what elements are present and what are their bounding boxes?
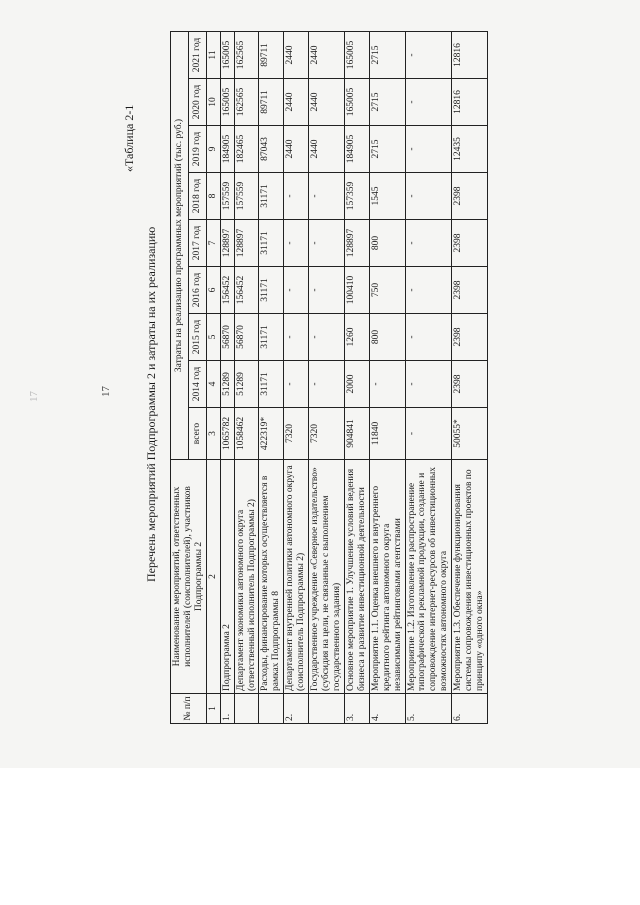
row-value: - — [284, 173, 309, 220]
row-value: 51289 — [220, 361, 234, 408]
row-name: Мероприятие 1.1. Оценка внешнего и внутреннего кредитного рейтинга автономного округа независимыми рейтинговыми агентствами — [369, 460, 405, 694]
row-value: 2440 — [309, 126, 345, 173]
table-label: «Таблица 2-1 — [122, 104, 136, 172]
row-value: 31171 — [259, 173, 284, 220]
row-value: 1260 — [344, 314, 369, 361]
row-value: 182465 — [234, 126, 259, 173]
row-value: 157559 — [220, 173, 234, 220]
row-value: 56870 — [220, 314, 234, 361]
row-value: - — [309, 267, 345, 314]
row-value: 89711 — [259, 32, 284, 79]
row-value: 51289 — [234, 361, 259, 408]
row-value: 100410 — [344, 267, 369, 314]
header-name: Наименование мероприятий, ответственных исполнителей (соисполнителей), участников Подпрограммы 2 — [171, 460, 207, 694]
index-cell: 3 — [206, 408, 220, 460]
row-value: 2398 — [452, 220, 488, 267]
row-value: 31171 — [259, 314, 284, 361]
header-row-1 — [171, 32, 189, 724]
row-value: 2398 — [452, 314, 488, 361]
header-year: 2014 год — [188, 361, 206, 408]
row-number: 4. — [369, 694, 405, 724]
row-value: 800 — [369, 314, 405, 361]
row-value: - — [284, 267, 309, 314]
index-cell: 9 — [206, 126, 220, 173]
row-value: 31171 — [259, 361, 284, 408]
row-value: - — [405, 314, 452, 361]
row-value: - — [284, 361, 309, 408]
row-value: 750 — [369, 267, 405, 314]
faint-page-number: 17 — [28, 391, 40, 402]
row-number: 5. — [405, 694, 452, 724]
row-value: 156452 — [234, 267, 259, 314]
row-name: Расходы, финансирование которых осуществляется в рамках Подпрограммы 8 — [259, 460, 284, 694]
row-value: 2440 — [284, 79, 309, 126]
row-value: - — [405, 32, 452, 79]
row-name: Государственное учреждение «Северное издательство» (субсидия на цели, не связанные с выполнением государственного задания) — [309, 460, 345, 694]
row-value: 2398 — [452, 173, 488, 220]
row-value: 2440 — [309, 79, 345, 126]
row-value: 800 — [369, 220, 405, 267]
rotated-content — [28, 32, 620, 732]
row-value: 128897 — [220, 220, 234, 267]
header-year: 2019 год — [188, 126, 206, 173]
row-value: - — [309, 314, 345, 361]
row-value: - — [405, 408, 452, 460]
table-row — [234, 32, 259, 724]
index-cell: 11 — [206, 32, 220, 79]
row-value: 12816 — [452, 79, 488, 126]
table-row — [344, 32, 369, 724]
row-value: 156452 — [220, 267, 234, 314]
row-value: - — [405, 173, 452, 220]
row-value: 2000 — [344, 361, 369, 408]
row-value: 2440 — [284, 32, 309, 79]
row-value: 31171 — [259, 220, 284, 267]
page-number: 17 — [100, 386, 112, 397]
row-value: 422319* — [259, 408, 284, 460]
row-name: Основное мероприятие 1. Улучшение условий ведения бизнеса и развитие инвестиционной деятельности — [344, 460, 369, 694]
row-value: - — [369, 361, 405, 408]
row-number: 3. — [344, 694, 369, 724]
row-value: 1545 — [369, 173, 405, 220]
header-year: 2016 год — [188, 267, 206, 314]
row-number: 6. — [452, 694, 488, 724]
row-value: 7320 — [309, 408, 345, 460]
row-value: 165005 — [220, 79, 234, 126]
row-value: 128897 — [344, 220, 369, 267]
row-value: 184905 — [220, 126, 234, 173]
table-row — [220, 32, 234, 724]
costs-table — [170, 31, 488, 724]
row-number: 1. — [220, 694, 234, 724]
index-cell: 2 — [206, 460, 220, 694]
table-row — [284, 32, 309, 724]
row-value: - — [309, 361, 345, 408]
row-value: 157359 — [344, 173, 369, 220]
index-cell: 1 — [206, 694, 220, 724]
row-value: - — [405, 79, 452, 126]
row-value: 162565 — [234, 79, 259, 126]
row-name: Мероприятие 1.3. Обеспечение функционирования системы сопровождения инвестиционных проектов по принципу «одного окна» — [452, 460, 488, 694]
row-name: Мероприятие 1.2. Изготовление и распространение типографической и рекламной продукции, создание и сопровождение интернет-ресурсов об инвестиционных возможностях автономного округа — [405, 460, 452, 694]
row-name: Департамент внутренней политики автономного округа (соисполнитель Подпрограммы 2) — [284, 460, 309, 694]
row-value: 31171 — [259, 267, 284, 314]
row-value: 56870 — [234, 314, 259, 361]
table-row — [309, 32, 345, 724]
row-number — [309, 694, 345, 724]
index-cell: 8 — [206, 173, 220, 220]
row-value: 2440 — [284, 126, 309, 173]
row-value: - — [309, 173, 345, 220]
header-costs: Затраты на реализацию программных мероприятий (тыс. руб.) — [171, 32, 189, 460]
table-row — [259, 32, 284, 724]
row-value: 12816 — [452, 32, 488, 79]
row-value: 7320 — [284, 408, 309, 460]
row-value: 157559 — [234, 173, 259, 220]
row-value: - — [309, 220, 345, 267]
row-value: 50055* — [452, 408, 488, 460]
row-value: 2398 — [452, 361, 488, 408]
row-value: 2398 — [452, 267, 488, 314]
row-value: 11840 — [369, 408, 405, 460]
row-name: Департамент экономики автономного округа (ответственный исполнитель Подпрограммы 2) — [234, 460, 259, 694]
row-value: - — [405, 361, 452, 408]
row-value: - — [405, 220, 452, 267]
row-value: 128897 — [234, 220, 259, 267]
index-cell: 5 — [206, 314, 220, 361]
row-value: 87043 — [259, 126, 284, 173]
table-body — [220, 32, 487, 724]
table-row — [452, 32, 488, 724]
row-value: 904841 — [344, 408, 369, 460]
table-row — [369, 32, 405, 724]
row-value: 2715 — [369, 79, 405, 126]
row-value: - — [284, 314, 309, 361]
index-cell: 10 — [206, 79, 220, 126]
table-row — [405, 32, 452, 724]
row-value: 165005 — [344, 79, 369, 126]
header-year: 2018 год — [188, 173, 206, 220]
row-value: 2715 — [369, 126, 405, 173]
header-year: 2021 год — [188, 32, 206, 79]
row-value: 184905 — [344, 126, 369, 173]
row-value: 2440 — [309, 32, 345, 79]
row-value: 1058462 — [234, 408, 259, 460]
row-value: - — [284, 220, 309, 267]
index-cell: 6 — [206, 267, 220, 314]
row-value: - — [405, 126, 452, 173]
table-caption: Перечень мероприятий Подпрограммы 2 и затраты на их реализацию — [144, 226, 158, 582]
header-year: 2020 год — [188, 79, 206, 126]
index-row — [206, 32, 220, 724]
header-year: 2017 год — [188, 220, 206, 267]
row-number — [259, 694, 284, 724]
row-number — [234, 694, 259, 724]
row-value: 165005 — [344, 32, 369, 79]
row-value: 162565 — [234, 32, 259, 79]
index-cell: 7 — [206, 220, 220, 267]
row-number: 2. — [284, 694, 309, 724]
row-value: 165005 — [220, 32, 234, 79]
header-num: № п/п — [171, 694, 207, 724]
row-value: 1065782 — [220, 408, 234, 460]
row-value: 12435 — [452, 126, 488, 173]
header-total: всего — [188, 408, 206, 460]
row-value: 89711 — [259, 79, 284, 126]
index-cell: 4 — [206, 361, 220, 408]
row-name: Подпрограмма 2 — [220, 460, 234, 694]
row-value: 2715 — [369, 32, 405, 79]
header-year: 2015 год — [188, 314, 206, 361]
row-value: - — [405, 267, 452, 314]
